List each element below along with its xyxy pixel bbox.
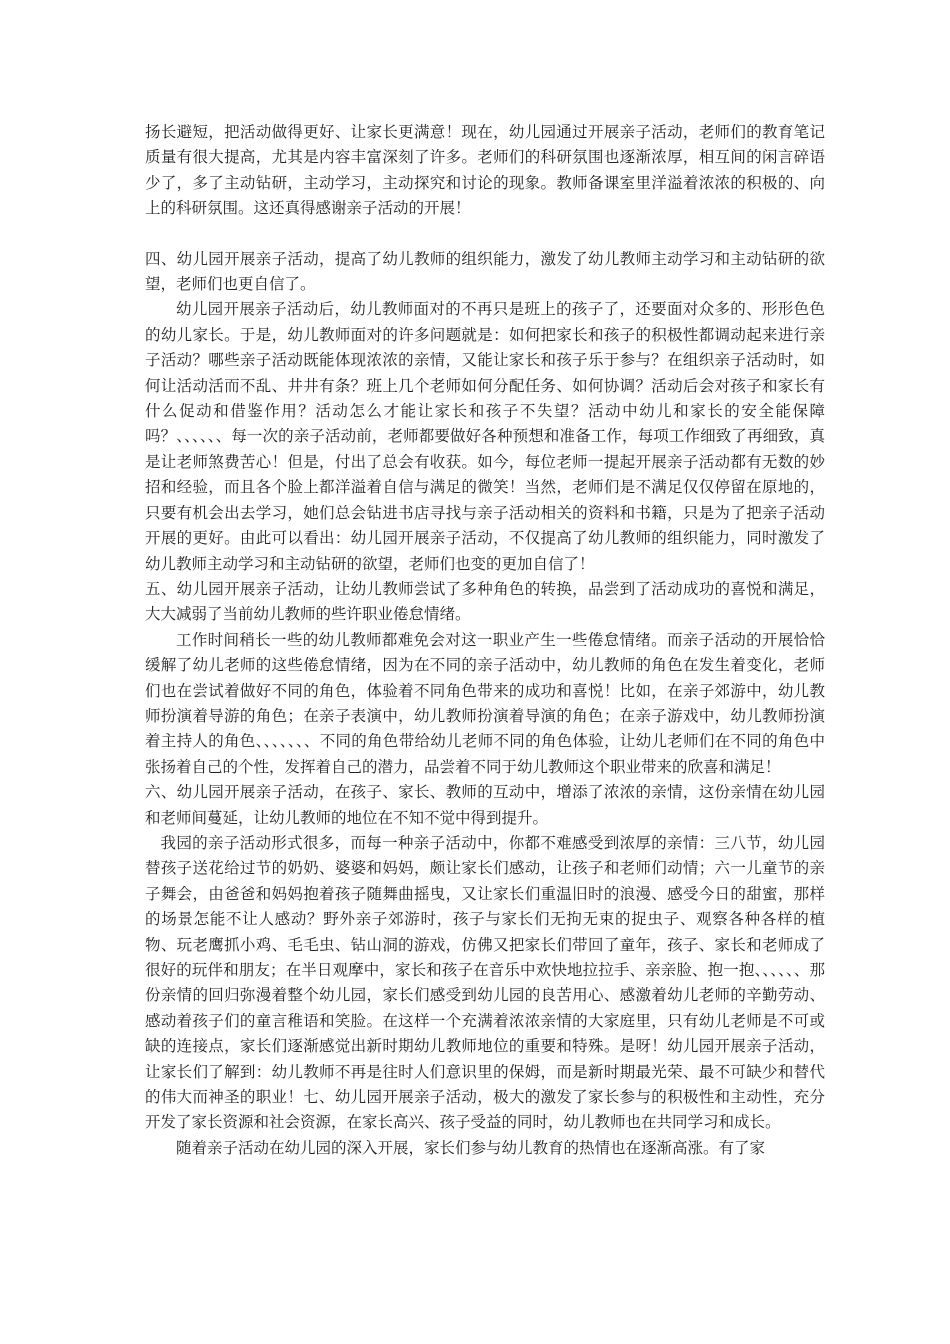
section-heading-5: 五、幼儿园开展亲子活动，让幼儿教师尝试了多种角色的转换，品尝到了活动成功的喜悦和满足，大大减弱了当前幼儿教师的些许职业倦怠情绪。 [145,579,825,624]
paragraph-section-7: 随着亲子活动在幼儿园的深入开展，家长们参与幼儿教育的热情也在逐渐高涨。有了家 [176,1138,766,1157]
document-page [145,120,825,1161]
paragraph-section-4: 幼儿园开展亲子活动后，幼儿教师面对的不再只是班上的孩子了，还要面对众多的、形形色色的幼儿家长。于是，幼儿教师面对的许多问题就是：如何把家长和孩子的积极性都调动起来进行亲子活动？哪些亲子活动既能体现浓浓的亲情，又能让家长和孩子乐于参与？在组织亲子活动时，如何让活动活而不乱、井井有条？班上几个老师如何分配任务、如何协调？活动后会对孩子和家长有什么促动和借鉴作用？活动怎么才能让家长和孩子不失望？活动中幼儿和家长的安全能保障吗？、、、、、、每一次的亲子活动前，老师都要做好各种预想和准备工作，每项工作细致了再细致，真是让老师煞费苦心！但是，付出了总会有收获。如今，每位老师一提起开展亲子活动都有无数的妙招和经验，而且各个脸上都洋溢着自信与满足的微笑！当然，老师们是不满足仅仅停留在原地的，只要有机会出去学习，她们总会钻进书店寻找与亲子活动相关的资料和书籍，只是为了把亲子活动开展的更好。由此可以看出：幼儿园开展亲子活动，不仅提高了幼儿教师的组织能力，同时激发了幼儿教师主动学习和主动钻研的欲望，老师们也变的更加自信了！ [145,300,825,573]
paragraph-gap [145,222,825,247]
paragraph-section-6: 我园的亲子活动形式很多，而每一种亲子活动中，你都不难感受到浓厚的亲情：三八节，幼儿园替孩子送花给过节的奶奶、婆婆和妈妈，颇让家长们感动，让孩子和老师们动情；六一儿童节的亲子舞会，由爸爸和妈妈抱着孩子随舞曲摇曳，又让家长们重温旧时的浪漫、感受今日的甜蜜，那样的场景怎能不让人感动？野外亲子郊游时，孩子与家长们无拘无束的捉虫子、观察各种各样的植物、玩老鹰抓小鸡、毛毛虫、钻山洞的游戏，仿佛又把家长们带回了童年，孩子、家长和老师成了很好的玩伴和朋友；在半日观摩中，家长和孩子在音乐中欢快地拉拉手、亲亲脸、抱一抱、、、、、、那份亲情的回归弥漫着整个幼儿园，家长们感受到幼儿园的良苦用心、感激着幼儿老师的辛勤劳动、感动着孩子们的童言稚语和笑脸。在这样一个充满着浓浓亲情的大家庭里，只有幼儿老师是不可或缺的连接点，家长们逐渐感觉出新时期幼儿教师地位的重要和特殊。是呀！幼儿园开展亲子活动，让家长们了解到：幼儿教师不再是往时人们意识里的保姆，而是新时期最光荣、最不可缺少和替代的伟大而神圣的职业！七、幼儿园开展亲子活动，极大的激发了家长参与的积极性和主动性，充分开发了家长资源和社会资源，在家长高兴、孩子受益的同时，幼儿教师也在共同学习和成长。 [145,833,825,1132]
section-heading-6: 六、幼儿园开展亲子活动，在孩子、家长、教师的互动中，增添了浓浓的亲情，这份亲情在幼儿园和老师间蔓延，让幼儿教师的地位在不知不觉中得到提升。 [145,783,825,827]
section-heading-4: 四、幼儿园开展亲子活动，提高了幼儿教师的组织能力，激发了幼儿教师主动学习和主动钻研的欲望，老师们也更自信了。 [145,249,825,294]
paragraph-intro: 扬长避短，把活动做得更好、让家长更满意！现在，幼儿园通过开展亲子活动，老师们的教育笔记质量有很大提高，尤其是内容丰富深刻了许多。老师们的科研氛围也逐渐浓厚，相互间的闲言碎语少了，多了主动钻研，主动学习，主动探究和讨论的现象。教师备课室里洋溢着浓浓的积极的、向上的科研氛围。这还真得感谢亲子活动的开展！ [145,123,825,218]
paragraph-section-5: 工作时间稍长一些的幼儿教师都难免会对这一职业产生一些倦怠情绪。而亲子活动的开展恰恰缓解了幼儿老师的这些倦怠情绪，因为在不同的亲子活动中，幼儿教师的角色在发生着变化，老师们也在尝试着做好不同的角色，体验着不同角色带来的成功和喜悦！比如，在亲子郊游中，幼儿教师扮演着导游的角色；在亲子表演中，幼儿教师扮演着导演的角色；在亲子游戏中，幼儿教师扮演着主持人的角色、、、、、、、不同的角色带给幼儿老师不同的角色体验，让幼儿老师们在不同的角色中张扬着自己的个性，发挥着自己的潜力，品尝着不同于幼儿教师这个职业带来的欣喜和满足！ [145,630,825,776]
